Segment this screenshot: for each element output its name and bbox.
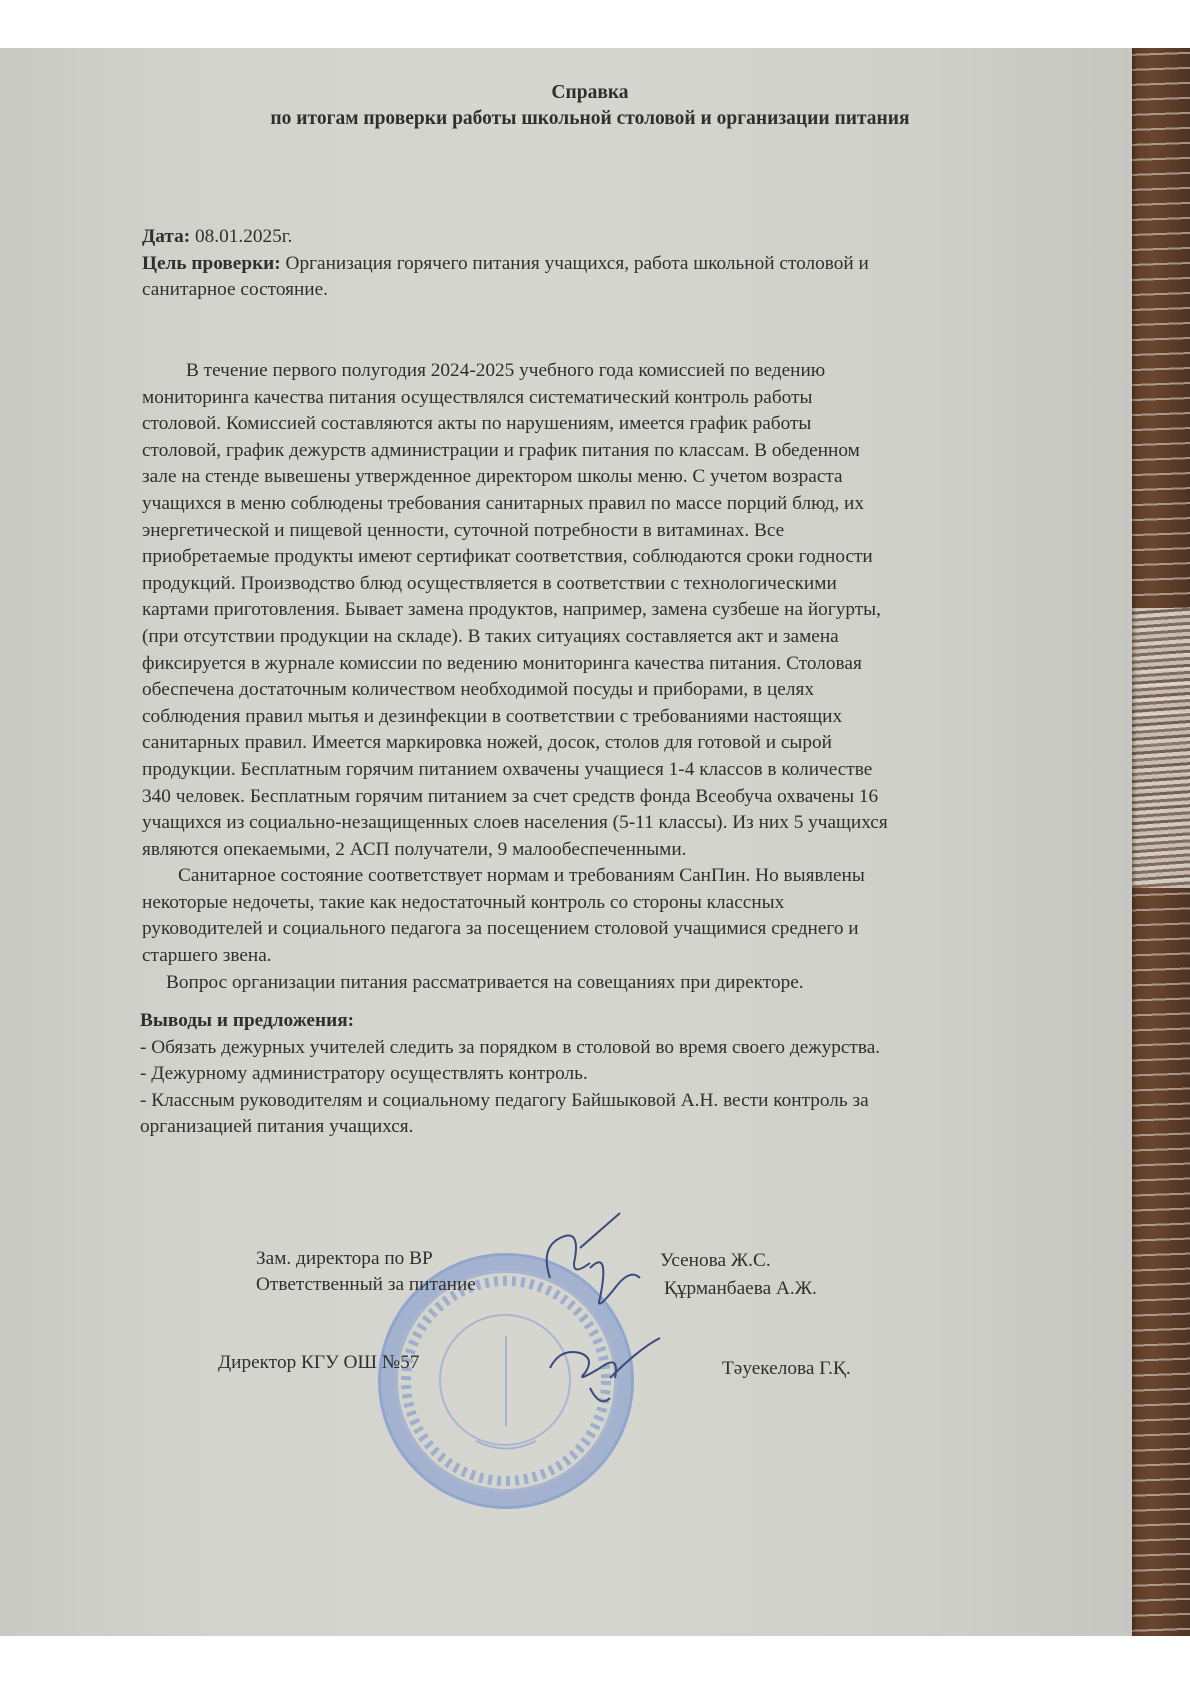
conclusions-heading: Выводы и предложения: bbox=[140, 1010, 355, 1031]
date-label: Дата: bbox=[142, 226, 191, 247]
date-value: 08.01.2025г. bbox=[195, 226, 293, 247]
body-line: соблюдения правил мытья и дезинфекции в соответствии с требованиями настоящих bbox=[142, 705, 843, 727]
body-line: столовой, график дежурств администрации и график питания по классам. В обеденном bbox=[142, 439, 860, 461]
date-line bbox=[142, 224, 1032, 251]
body-line: столовой. Комиссией составляются акты по нарушениям, имеется график работы bbox=[142, 413, 812, 435]
body-line: (при отсутствии продукции на складе). В таких ситуациях составляется акт и замена bbox=[142, 625, 839, 647]
document-photo bbox=[0, 48, 1190, 1636]
body-line: обеспечена достаточным количеством необходимой посуды и приборами, в целях bbox=[142, 679, 814, 701]
purpose-line bbox=[142, 251, 1032, 278]
body-line: энергетической и пищевой ценности, суточной потребности в витаминах. Все bbox=[142, 519, 785, 541]
conclusion-item: организацией питания учащихся. bbox=[140, 1116, 414, 1138]
body-line: учащихся из социально-незащищенных слоев населения (5-11 классы). Из них 5 учащихся bbox=[142, 812, 888, 834]
body-line: В течение первого полугодия 2024-2025 учебного года комиссией по ведению bbox=[186, 360, 826, 381]
sanitary-line: старшего звена. bbox=[142, 945, 272, 967]
conclusion-item: - Дежурному администратору осуществлять контроль. bbox=[140, 1063, 588, 1085]
sanitary-line: руководителей и социального педагога за посещением столовой учащимися среднего и bbox=[142, 918, 859, 940]
signature-name: Тәуекелова Г.Қ. bbox=[722, 1358, 851, 1379]
report-body bbox=[142, 358, 1042, 996]
body-line: приобретаемые продукты имеют сертификат соответствия, соблюдаются сроки годности bbox=[142, 546, 873, 568]
body-line: картами приготовления. Бывает замена продуктов, например, замена сузбеше на йогурты, bbox=[142, 599, 881, 621]
body-line: 340 человек. Бесплатным горячим питанием за счет средств фонда Всеобуча охвачены 16 bbox=[142, 785, 879, 807]
handwritten-signature-icon bbox=[520, 1208, 670, 1318]
body-line: мониторинга качества питания осуществлялся систематический контроль работы bbox=[142, 386, 813, 408]
sanitary-line: Санитарное состояние соответствует нормам и требованиям СанПин. Но выявлены bbox=[178, 865, 865, 887]
sanitary-line: некоторые недочеты, такие как недостаточный контроль со стороны классных bbox=[142, 891, 785, 913]
purpose-value: Организация горячего питания учащихся, работа школьной столовой и bbox=[285, 252, 869, 274]
body-line: продукций. Производство блюд осуществляется в соответствии с технологическими bbox=[142, 572, 837, 594]
signature-position: Ответственный за питание bbox=[256, 1274, 476, 1295]
conclusions-section bbox=[140, 1008, 1050, 1141]
document-content bbox=[0, 48, 1132, 1636]
paper-sheet bbox=[0, 48, 1132, 1636]
signature-name: Құрманбаева А.Ж. bbox=[664, 1278, 817, 1299]
document-meta bbox=[142, 224, 1032, 304]
body-line: фиксируется в журнале комиссии по ведению мониторинга качества питания. Столовая bbox=[142, 652, 862, 674]
body-line: зале на стенде вывешены утвержденное директором школы меню. С учетом возраста bbox=[142, 466, 843, 488]
purpose-line-continued: санитарное состояние. bbox=[142, 279, 328, 301]
signatures-block bbox=[0, 1238, 1132, 1498]
body-line: являются опекаемыми, 2 АСП получатели, 9 малообеспеченными. bbox=[142, 838, 687, 860]
meeting-line: Вопрос организации питания рассматривается на совещаниях при директоре. bbox=[166, 971, 804, 993]
wood-grain-highlight bbox=[1128, 608, 1190, 888]
signature-position: Директор КГУ ОШ №57 bbox=[218, 1352, 420, 1373]
purpose-label: Цель проверки: bbox=[142, 252, 281, 274]
document-subtitle: по итогам проверки работы школьной столовой и организации питания bbox=[270, 108, 910, 129]
body-line: санитарных правил. Имеется маркировка ножей, досок, столов для готовой и сырой bbox=[142, 732, 832, 754]
signature-position: Зам. директора по ВР bbox=[256, 1248, 433, 1269]
body-line: учащихся в меню соблюдены требования санитарных правил по массе порций блюд, их bbox=[142, 492, 864, 514]
document-header bbox=[150, 80, 1030, 132]
body-line: продукции. Бесплатным горячим питанием охвачены учащиеся 1-4 классов в количестве bbox=[142, 758, 873, 780]
conclusion-item: - Классным руководителям и социальному педагогу Байшыковой А.Н. вести контроль за bbox=[140, 1089, 869, 1111]
director-signature-icon bbox=[540, 1328, 670, 1418]
wooden-table-background bbox=[1128, 48, 1190, 1636]
conclusion-item: - Обязать дежурных учителей следить за порядком в столовой во время своего дежурства. bbox=[140, 1036, 881, 1058]
signature-name: Усенова Ж.С. bbox=[660, 1250, 771, 1271]
document-title: Справка bbox=[551, 82, 629, 103]
